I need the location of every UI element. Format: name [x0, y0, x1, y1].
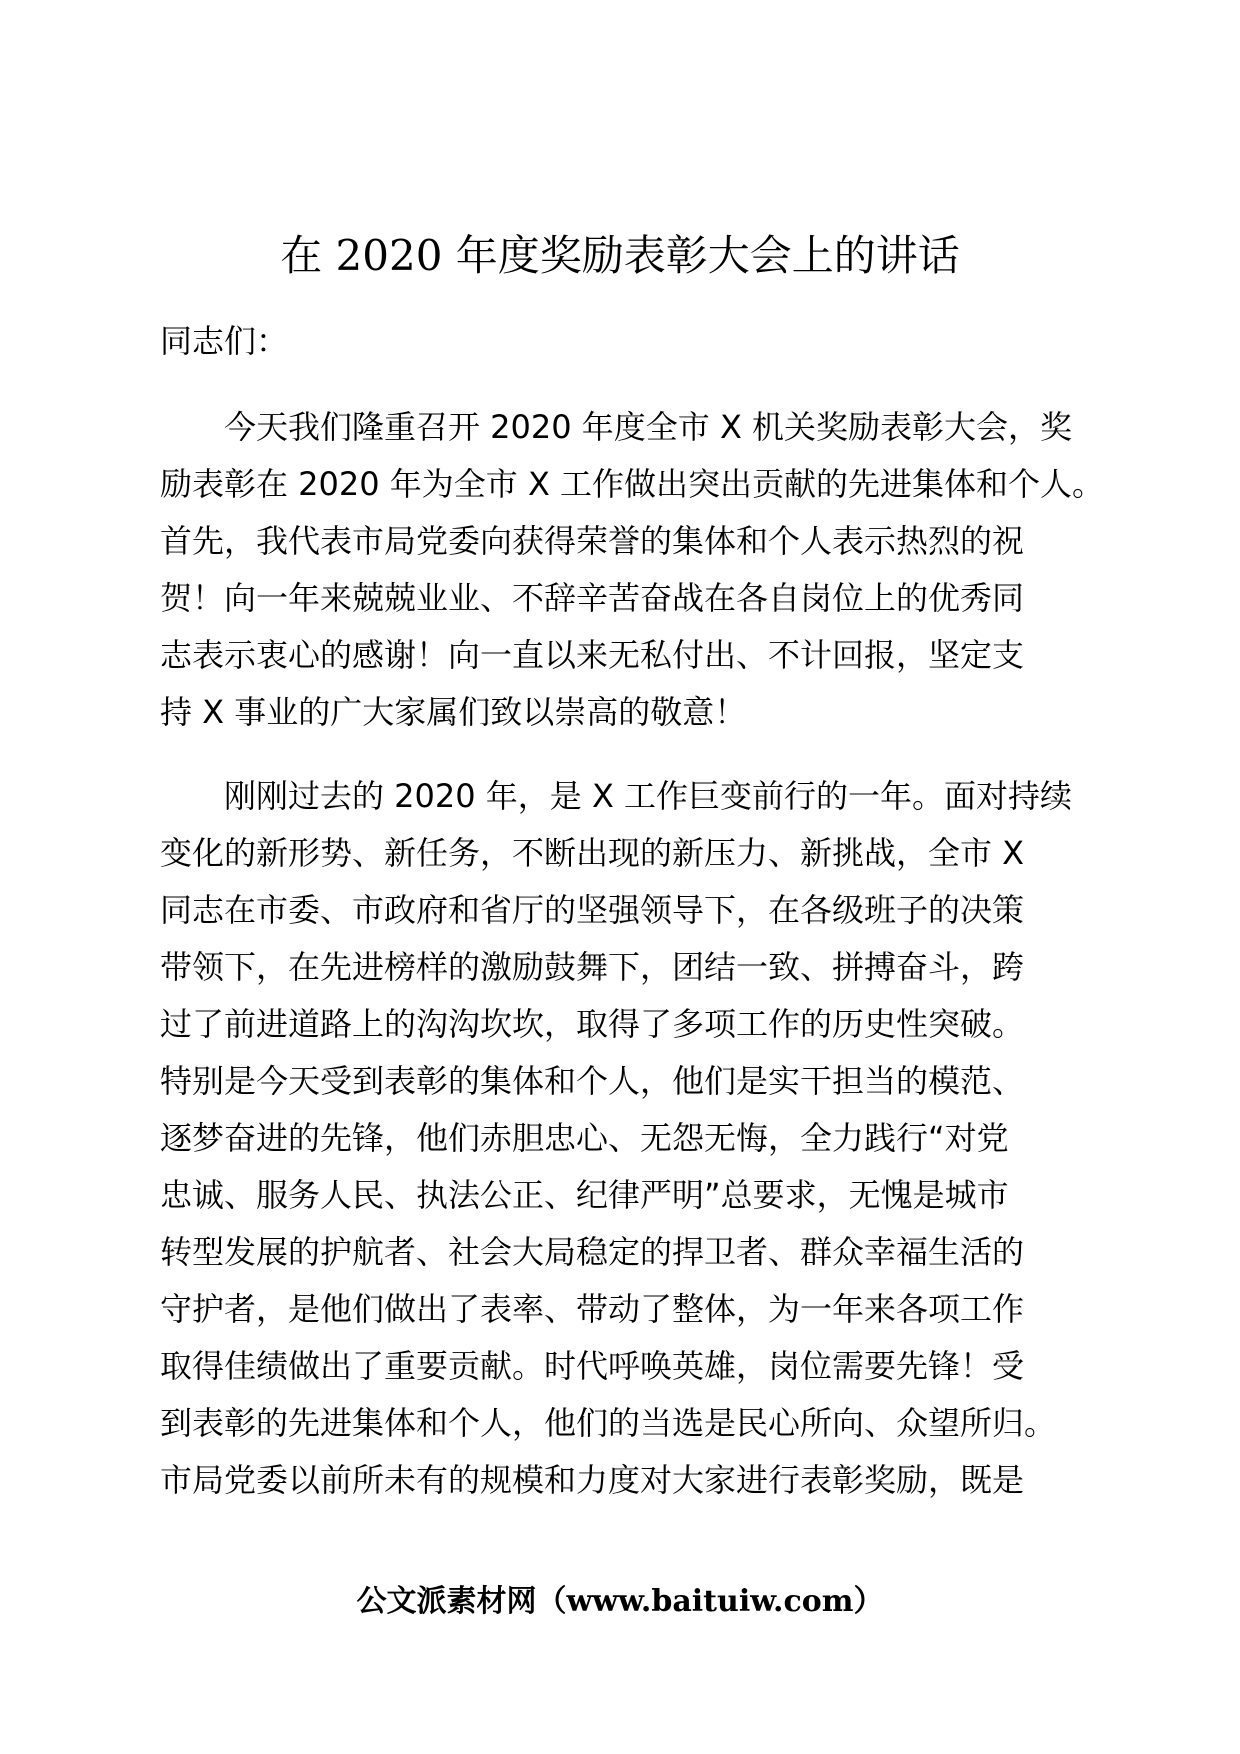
paragraph-line: 刚刚过去的 2020 年，是 X 工作巨变前行的一年。面对持续	[224, 777, 1073, 815]
paragraph-line: 励表彰在 2020 年为全市 X 工作做出突出贡献的先进集体和个人。	[160, 465, 1105, 503]
paragraph-line: 忠诚、服务人民、执法公正、纪律严明”总要求，无愧是城市	[160, 1176, 1009, 1214]
paragraph-1	[160, 399, 1105, 741]
paragraph-line: 过了前进道路上的沟沟坎坎，取得了多项工作的历史性突破。	[160, 1005, 1025, 1043]
paragraph-line: 带领下，在先进榜样的激励鼓舞下，团结一致、拼搏奋斗，跨	[160, 948, 1025, 986]
paragraph-2	[160, 768, 1100, 1509]
paragraph-line: 守护者，是他们做出了表率、带动了整体，为一年来各项工作	[160, 1290, 1025, 1328]
paragraph-line: 逐梦奋进的先锋，他们赤胆忠心、无怨无悔，全力践行“对党	[160, 1119, 1009, 1157]
paragraph-line: 特别是今天受到表彰的集体和个人，他们是实干担当的模范、	[160, 1062, 1025, 1100]
paragraph-line: 贺！向一年来兢兢业业、不辞辛苦奋战在各自岗位上的优秀同	[160, 579, 1025, 617]
paragraph-line: 志表示衷心的感谢！向一直以来无私付出、不计回报，坚定支	[160, 636, 1025, 674]
paragraph-line: 首先，我代表市局党委向获得荣誉的集体和个人表示热烈的祝	[160, 522, 1025, 560]
paragraph-line: 变化的新形势、新任务，不断出现的新压力、新挑战，全市 X	[160, 834, 1025, 872]
paragraph-line: 市局党委以前所未有的规模和力度对大家进行表彰奖励，既是	[160, 1461, 1025, 1499]
paragraph-line: 今天我们隆重召开 2020 年度全市 X 机关奖励表彰大会，奖	[224, 408, 1073, 446]
page-title: 在 2020 年度奖励表彰大会上的讲话	[280, 231, 960, 280]
paragraph-line: 同志在市委、市政府和省厅的坚强领导下，在各级班子的决策	[160, 891, 1025, 929]
footer-watermark: 公文派素材网（www.baituiw.com）	[356, 1584, 884, 1619]
paragraph-line: 持 X 事业的广大家属们致以崇高的敬意！	[160, 693, 747, 731]
salutation: 同志们：	[160, 322, 289, 360]
paragraph-line: 取得佳绩做出了重要贡献。时代呼唤英雄，岗位需要先锋！受	[160, 1347, 1025, 1385]
paragraph-line: 转型发展的护航者、社会大局稳定的捍卫者、群众幸福生活的	[160, 1233, 1025, 1271]
paragraph-line: 到表彰的先进集体和个人，他们的当选是民心所向、众望所归。	[160, 1404, 1057, 1442]
